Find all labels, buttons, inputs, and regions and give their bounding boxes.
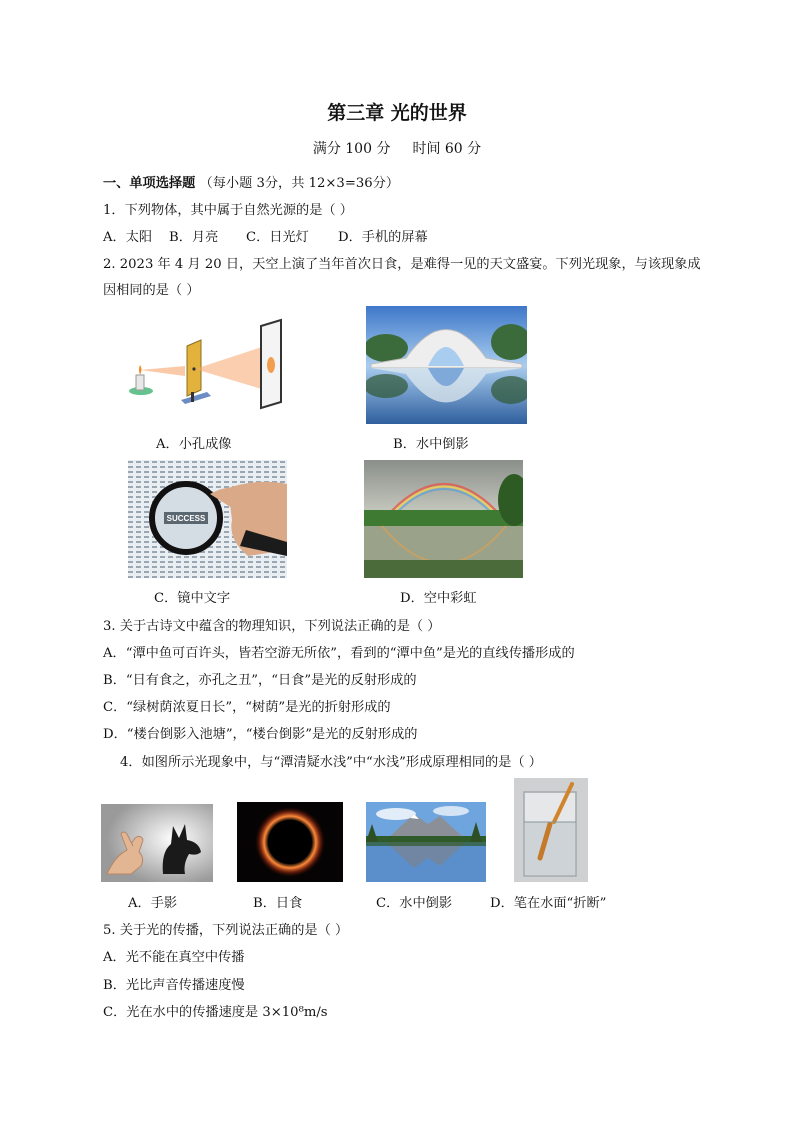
q5-option-a: A．光不能在真空中传播 (103, 950, 245, 965)
q1-option-c: C．日光灯 (246, 230, 309, 245)
solar-eclipse-image (237, 802, 343, 882)
magnifier-image (128, 460, 287, 578)
question-2-stem-line2: 因相同的是（ ） (103, 283, 200, 298)
q5-option-b: B．光比声音传播速度慢 (103, 978, 245, 993)
question-3-stem: 3. 关于古诗文中蕴含的物理知识，下列说法正确的是（ ） (103, 619, 441, 634)
mountain-reflection-image (366, 802, 486, 882)
q2-caption-a: A．小孔成像 (156, 437, 232, 452)
exam-meta (0, 138, 794, 158)
q3-option-d: D．“楼台倒影入池塘”，“楼台倒影”是光的反射形成的 (103, 727, 418, 742)
section-title: 一、单项选择题 (103, 176, 196, 191)
q5-option-c: C．光在水中的传播速度是 3×10⁸m/s (103, 1005, 328, 1020)
q2-caption-d: D．空中彩虹 (400, 591, 477, 606)
hand-shadow-image (101, 804, 213, 882)
q4-caption-b: B．日食 (253, 896, 303, 911)
q1-option-b: B．月亮 (169, 230, 219, 245)
pencil-in-water-image (514, 778, 588, 882)
rainbow-image (364, 460, 523, 578)
section-note: （每小题 3分，共 12×3=36分） (199, 176, 400, 191)
bridge-reflection-image (366, 306, 527, 424)
question-5-stem: 5. 关于光的传播，下列说法正确的是（ ） (103, 923, 349, 938)
section-heading (103, 172, 399, 191)
q3-option-c: C．“绿树荫浓夏日长”，“树荫”是光的折射形成的 (103, 700, 391, 715)
q3-option-a: A．“潭中鱼可百许头，皆若空游无所依”，看到的“潭中鱼”是光的直线传播形成的 (103, 646, 575, 661)
q1-option-d: D．手机的屏幕 (338, 230, 428, 245)
q3-option-b: B．“日有食之，亦孔之丑”，“日食”是光的反射形成的 (103, 673, 417, 688)
question-4-stem: 4．如图所示光现象中，与“潭清疑水浅”中“水浅”形成原理相同的是（ ） (120, 755, 542, 770)
q4-caption-c: C．水中倒影 (376, 896, 453, 911)
question-1-stem: 1．下列物体，其中属于自然光源的是（ ） (103, 203, 353, 218)
pinhole-camera-image (125, 318, 285, 413)
q1-option-a: A．太阳 (103, 230, 153, 245)
question-1-options (103, 226, 428, 245)
full-score: 满分 100 分 (312, 141, 391, 157)
question-2-stem-line1: 2. 2023 年 4 月 20 日，天空上演了当年首次日食，是难得一见的天文盛宴。下列光现象，与该现象成 (103, 257, 701, 272)
q4-caption-a: A．手影 (128, 896, 178, 911)
q2-caption-c: C．镜中文字 (154, 591, 231, 606)
page-title: 第三章 光的世界 (327, 102, 467, 124)
q4-caption-d: D．笔在水面“折断” (490, 896, 607, 911)
time-limit: 时间 60 分 (412, 141, 482, 157)
q2-caption-b: B．水中倒影 (393, 437, 469, 452)
magnifier-text: SUCCESS (166, 514, 206, 523)
